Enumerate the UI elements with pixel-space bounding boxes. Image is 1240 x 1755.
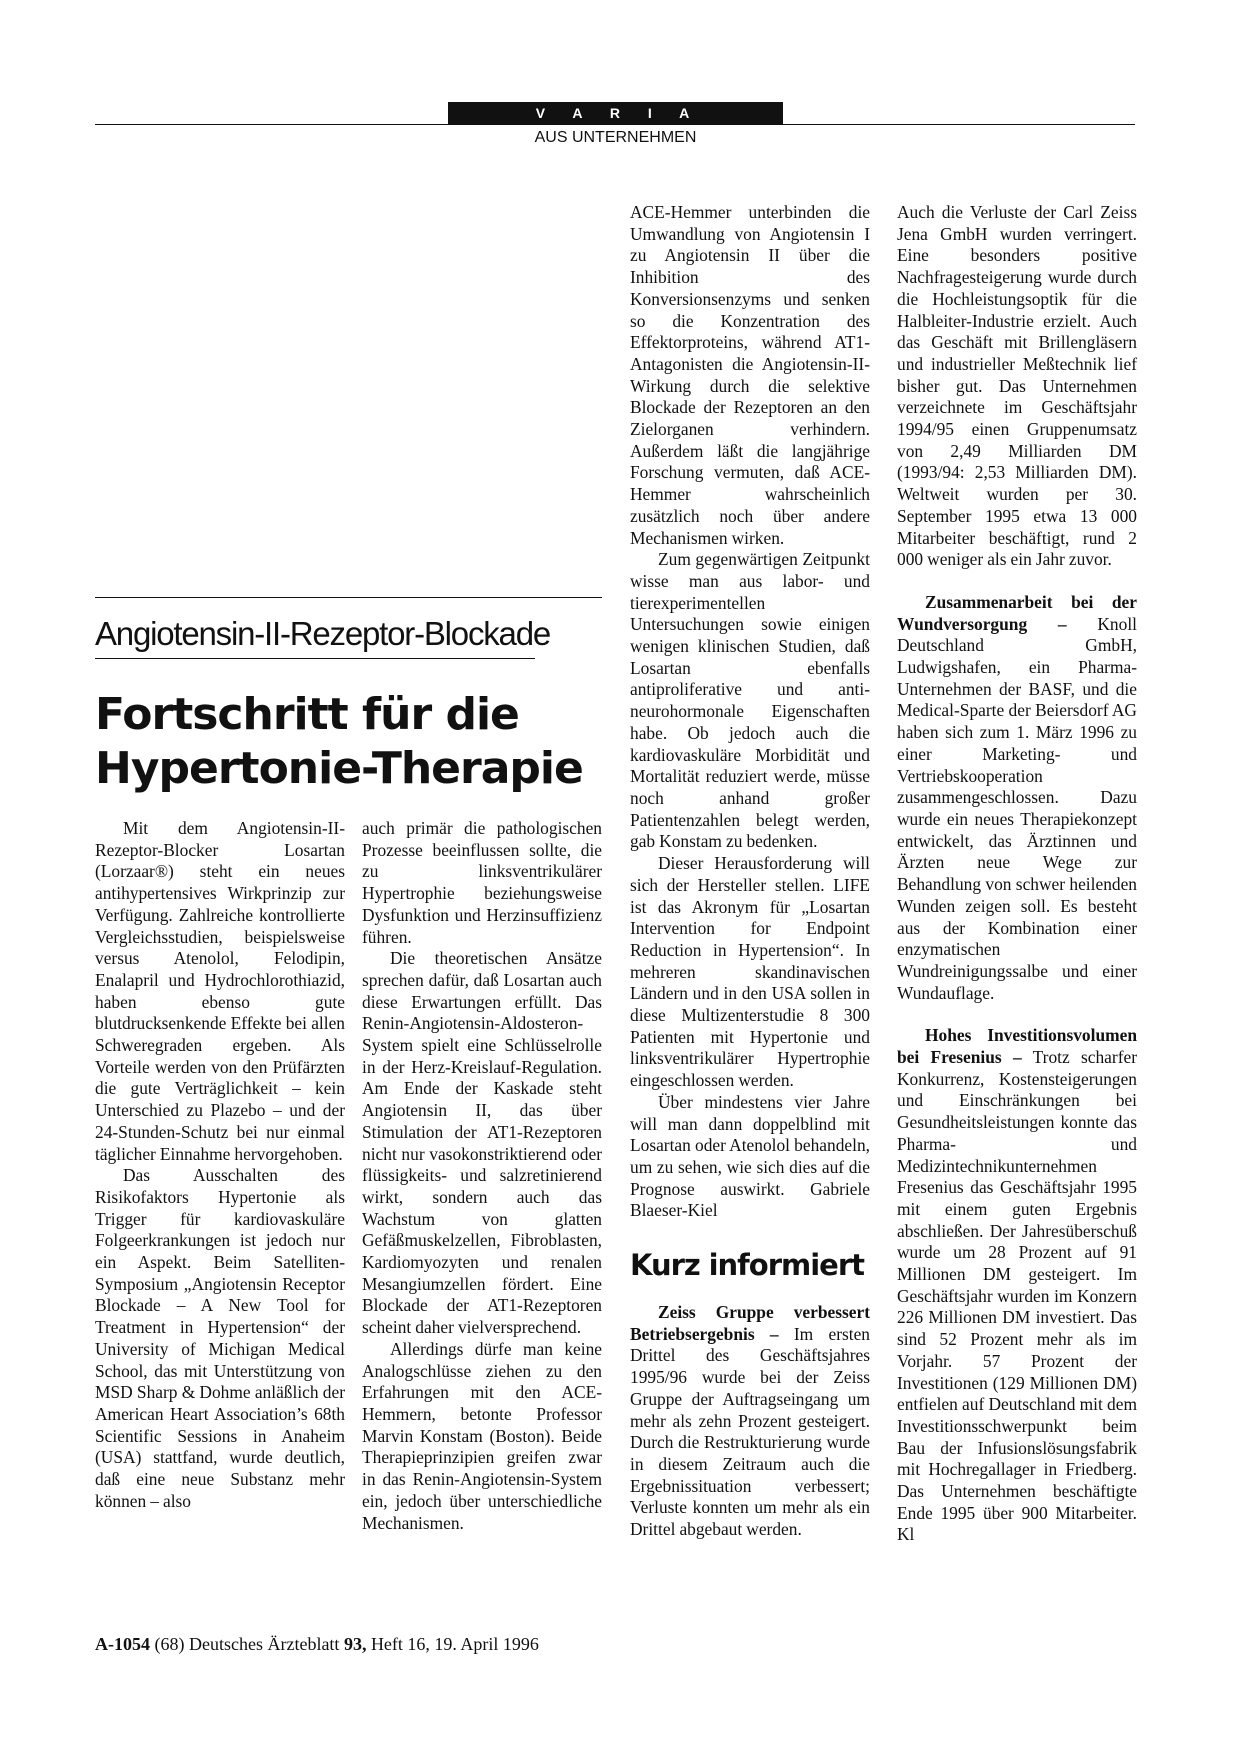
paragraph: Das Ausschalten des Risikofaktors Hypertonie als Trigger für kardiovaskuläre Folgeerkrankungen ist jedoch nur ein Aspekt. Beim Satelliten-Symposium „Angiotensin Receptor Blockade – A New Tool for Treatment in Hypertension“ der University of Michigan Medical School, das mit Unterstützung von MSD Sharp & Dohme anläßlich der American Heart Association’s 68th Scientific Sessions in Anaheim (USA) stattfand, wurde deutlich, daß eine neue Substanz mehr können – also — [95, 1165, 345, 1511]
article-headline — [95, 688, 605, 796]
paragraph: Zum gegenwärtigen Zeitpunkt wisse man aus labor- und tierexperimentellen Untersuchungen sowie einigen wenigen klinischen Studien, daß Losartan ebenfalls antiproliferative und anti-neurohormonale Eigenschaften habe. Ob jedoch auch die kardiovaskuläre Morbidität und Mortalität reduziert werde, müsse noch anhand großer Patientenzahlen belegt werden, gab Konstam zu bedenken. — [630, 549, 870, 852]
news-item-text: Trotz scharfer Konkurrenz, Kostensteigerungen und Einschränkungen bei Gesundheitsleistungen konnte das Pharma- und Medizintechnikunternehmen Fresenius das Geschäftsjahr 1995 mit einem guten Ergebnis abschließen. Der Jahresüberschuß wurde um 28 Prozent auf 91 Millionen DM gesteigert. Im Geschäftsjahr wurden im Konzern 226 Millionen DM investiert. Das sind 52 Prozent mehr als im Vorjahr. 57 Prozent der Investitionen (129 Millionen DM) entfielen auf Deutschland mit dem Investitionsschwerpunkt beim Bau der Infusionslösungsfabrik mit Hochregallager in Friedberg. Das Unternehmen beschäftigte Ende 1995 über 900 Mitarbeiter. Kl — [897, 1047, 1137, 1545]
article-column-4 — [897, 202, 1137, 1546]
article-kicker: Angiotensin-II-Rezeptor-Blockade — [95, 616, 535, 659]
headline-rule — [95, 597, 602, 598]
news-section-title: Kurz informiert — [630, 1248, 865, 1283]
headline-line-1: Fortschritt für die — [95, 689, 519, 740]
section-banner: V A R I A — [448, 102, 783, 124]
footer-volume: 93, — [343, 1634, 367, 1654]
subsection-label: AUS UNTERNEHMEN — [534, 129, 697, 146]
footer-issue: Heft 16, 19. April 1996 — [366, 1634, 539, 1654]
news-item-lead: Zusammenarbeit bei der Wundversorgung – — [897, 591, 1137, 634]
news-item-zeiss — [630, 1302, 870, 1541]
paragraph: Über mindestens vier Jahre will man dann doppelblind mit Losartan oder Atenolol behandeln, um zu sehen, wie sich dies auf die Prognose auswirkt. Gabriele Blaeser-Kiel — [630, 1091, 870, 1221]
news-item-text: Knoll Deutschland GmbH, Ludwigshafen, ein Pharma-Unternehmen der BASF, und die Medical-Sparte der Beiersdorf AG haben sich zum 1. März 1996 zu einer Marketing- und Vertriebskooperation zusammengeschlossen. Dazu wurde ein neues Therapiekonzept entwickelt, das Ärztinnen und Ärzten neue Wege zur Behandlung von schwer heilenden Wunden zeigen soll. Es besteht aus der Kombination einer enzymatischen Wundreinigungssalbe und einer Wundauflage. — [897, 613, 1137, 1003]
news-item-continuation: Auch die Verluste der Carl Zeiss Jena GmbH wurden verringert. Eine besonders positive Nachfragesteigerung wurde durch die Hochleistungsoptik für die Halbleiter-Industrie erzielt. Auch das Geschäft mit Brillengläsern und industrieller Meßtechnik lief bisher gut. Das Unternehmen verzeichnete im Geschäftsjahr 1994/95 einen Gruppenumsatz von 2,49 Milliarden DM (1993/94: 2,53 Milliarden DM). Weltweit wurden per 30. September 1995 etwa 13 000 Mitarbeiter beschäftigt, rund 2 000 weniger als ein Jahr zuvor. — [897, 202, 1137, 570]
news-item-text: Im ersten Drittel des Geschäftsjahres 1995/96 wurde bei der Zeiss Gruppe der Auftragseingang um mehr als zehn Prozent gesteigert. Durch die Restrukturierung wurde in diesem Zeitraum auch die Ergebnissituation verbessert; Verluste konnten um mehr als ein Drittel abgebaut werden. — [630, 1323, 870, 1540]
article-column-3 — [630, 202, 870, 1541]
paragraph: Die theoretischen Ansätze sprechen dafür, daß Losartan auch diese Erwartungen erfüllt. Das Renin-Angiotensin-Aldosteron-System spielt eine Schlüsselrolle in der Herz-Kreislauf-Regulation. Am Ende der Kaskade steht Angiotensin II, das über Stimulation der AT1-Rezeptoren nicht nur vasokonstriktierend oder flüssigkeits- und salzretinierend wirkt, sondern auch das Wachstum von glatten Gefäßmuskelzellen, Fibroblasten, Kardiomyozyten und renalen Mesangiumzellen fördert. Eine Blockade der AT1-Rezeptoren scheint daher vielversprechend. — [362, 948, 602, 1338]
news-item-wundversorgung — [897, 592, 1137, 1004]
page-number: A-1054 — [95, 1634, 150, 1654]
paragraph: Mit dem Angiotensin-II-Rezeptor-Blocker Losartan (Lorzaar®) steht ein neues antihypertensives Wirkprinzip zur Verfügung. Zahlreiche kontrollierte Vergleichsstudien, beispielsweise versus Atenolol, Felodipin, Enalapril und Hydrochlorothiazid, haben ebenso gute blutdrucksenkende Effekte bei allen Schweregraden ergeben. Als Vorteile werden von den Prüfärzten die gute Verträglichkeit – kein Unterschied zu Plazebo – und der 24-Stunden-Schutz bei nur einmal täglicher Einnahme hervorgehoben. — [95, 818, 345, 1164]
paragraph: auch primär die pathologischen Prozesse beeinflussen sollte, die zu linksventrikulärer Hypertrophie beziehungsweise Dysfunktion und Herzinsuffizienz führen. — [362, 818, 602, 947]
article-column-1 — [95, 818, 345, 1513]
header-rule — [95, 124, 1135, 125]
paragraph: ACE-Hemmer unterbinden die Umwandlung von Angiotensin I zu Angiotensin II über die Inhibition des Konversionsenzyms und senken so die Konzentration des Effektorproteins, während AT1-Antagonisten die Angiotensin-II-Wirkung durch die selektive Blockade der Rezeptoren an den Zielorganen verhindern. Außerdem läßt die langjährige Forschung vermuten, daß ACE-Hemmer wahrscheinlich zusätzlich noch über andere Mechanismen wirken. — [630, 202, 870, 548]
news-item-fresenius — [897, 1025, 1137, 1546]
paragraph: Allerdings dürfe man keine Analogschlüsse ziehen zu den Erfahrungen mit den ACE-Hemmern, betonte Professor Marvin Konstam (Boston). Beide Therapieprinzipien greifen zwar in das Renin-Angiotensin-System ein, jedoch über unterschiedliche Mechanismen. — [362, 1338, 602, 1533]
news-item-lead: Zeiss Gruppe verbessert Betriebsergebnis – — [630, 1302, 870, 1344]
headline-line-2: Hypertonie-Therapie — [95, 743, 583, 794]
article-column-2 — [362, 818, 602, 1534]
paragraph: Dieser Herausforderung will sich der Hersteller stellen. LIFE ist das Akronym für „Losartan Intervention for Endpoint Reduction in Hypertension“. In mehreren skandinavischen Ländern und in den USA sollen in diese Multizenterstudie 8 300 Patienten mit Hypertonie und linksventrikulärer Hypertrophie eingeschlossen werden. — [630, 853, 870, 1091]
page-footer — [95, 1634, 695, 1655]
news-item-lead: Hohes Investitionsvolumen bei Fresenius – — [897, 1025, 1137, 1068]
footer-publication: (68) Deutsches Ärzteblatt — [154, 1634, 344, 1654]
